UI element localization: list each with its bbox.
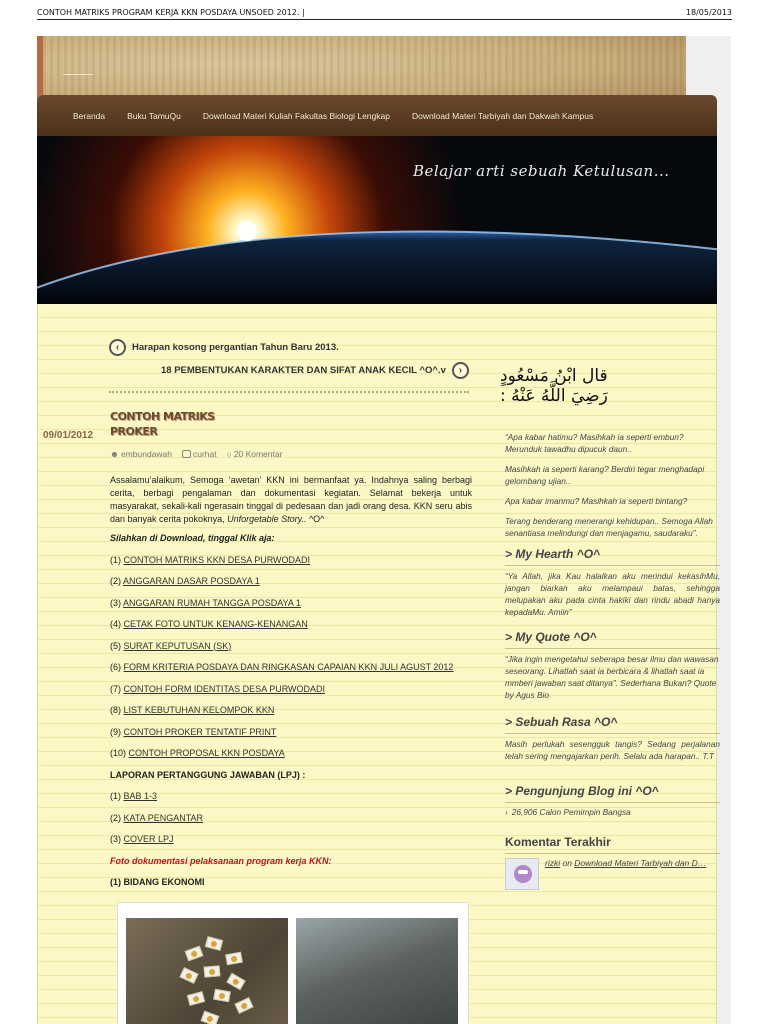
download-link[interactable]: CETAK FOTO UNTUK KENANG-KENANGAN bbox=[123, 619, 308, 629]
widget-divider bbox=[505, 853, 720, 854]
menu-item-materi-biologi[interactable]: Download Materi Kuliah Fakultas Biologi Lengkap bbox=[202, 110, 390, 121]
download-link[interactable]: FORM KRITERIA POSDAYA DAN RINGKASAN CAPAIAN KKN JULI AGUST 2012 bbox=[123, 662, 454, 672]
comment-author-link[interactable]: rizki bbox=[545, 858, 561, 868]
widget-title-rasa: > Sebuah Rasa ^O^ bbox=[505, 715, 618, 729]
sidebar-quote-4: Terang benderang menerangi kehidupan.. Semoga Allah senantiasa melindungi dan menjagamu, saudaraku”. bbox=[505, 516, 713, 538]
sidebar-quote-3: Apa kabar imanmu? Masihkah ia seperti bintang? bbox=[505, 496, 688, 506]
chevron-right-icon: › bbox=[505, 807, 508, 817]
widget-divider bbox=[505, 802, 720, 803]
chevron-left-icon: ‹ bbox=[109, 339, 126, 356]
post-intro-text: Assalamu’alaikum, Semoga ‘awetan’ KKN ini bermanfaat ya. Indahnya saling berbagi cerita, berbagi pengalaman dan dokumentasi kegiatan. Selamat bekerja untuk masyarakat, sekali-kali ngerasain tinggal di pedesaan dan jadi orang desa. KKN seru abis dan banyak cerita pokoknya, bbox=[110, 475, 472, 524]
list-item bbox=[110, 786, 472, 808]
widget-divider bbox=[505, 565, 720, 566]
list-number: (3) bbox=[110, 597, 121, 608]
download-link[interactable]: CONTOH FORM IDENTITAS DESA PURWODADI bbox=[123, 683, 326, 694]
banner-tagline: Belajar arti sebuah Ketulusan... bbox=[413, 162, 670, 180]
list-number: (2) bbox=[110, 576, 121, 586]
print-divider bbox=[37, 19, 732, 20]
comment-post-link[interactable]: Download Materi Tarbiyah dan D… bbox=[574, 858, 707, 868]
post-intro bbox=[110, 474, 472, 526]
list-item bbox=[110, 722, 472, 744]
recent-comment bbox=[505, 858, 720, 890]
post-body bbox=[110, 474, 472, 894]
download-link[interactable]: CONTOH PROKER TENTATIF PRINT bbox=[123, 726, 277, 737]
list-number: (3) bbox=[110, 834, 121, 844]
list-number: (4) bbox=[110, 619, 121, 629]
post-intro-end: ^O^ bbox=[306, 514, 325, 524]
list-number: (6) bbox=[110, 662, 121, 672]
next-post-link[interactable] bbox=[161, 362, 469, 379]
header-banner bbox=[37, 136, 717, 304]
list-item bbox=[110, 808, 472, 830]
list-item bbox=[110, 636, 472, 658]
download-link[interactable]: ANGGARAN RUMAH TANGGA POSDAYA 1 bbox=[123, 597, 301, 608]
blog-page bbox=[37, 36, 731, 1024]
bidang-heading: (1) BIDANG EKONOMI bbox=[110, 877, 205, 887]
visitor-counter bbox=[505, 807, 720, 817]
photo-heading: Foto dokumentasi pelaksanaan program kerja KKN: bbox=[110, 855, 332, 866]
post-author-name[interactable]: embundawah bbox=[120, 449, 172, 459]
list-item bbox=[110, 829, 472, 851]
widget-divider bbox=[505, 733, 720, 734]
lpj-link[interactable]: KATA PENGANTAR bbox=[123, 812, 204, 823]
sidebar bbox=[505, 431, 720, 890]
arabic-quote-heading: قال ابْنُ مَسْعُودٍ رَضِيَ اللَّهُ عَنْهُ : bbox=[500, 366, 608, 406]
post-author[interactable] bbox=[110, 449, 172, 459]
list-number: (5) bbox=[110, 640, 121, 651]
post-category-name[interactable]: curhat bbox=[193, 449, 217, 459]
post-category[interactable] bbox=[182, 449, 217, 459]
list-number: (2) bbox=[110, 812, 121, 823]
main-menu bbox=[37, 95, 717, 136]
download-link[interactable]: LIST KEBUTUHAN KELOMPOK KKN bbox=[123, 705, 275, 715]
list-number: (9) bbox=[110, 726, 121, 737]
widget-text-rasa: Masih perlukah sesengguk tangis? Sedang perjalanan telah sering mengajarkan perih. Selalu ada harapan.. T.T bbox=[505, 739, 720, 761]
folder-icon bbox=[182, 450, 191, 458]
widget-divider bbox=[505, 648, 720, 649]
lpj-link[interactable]: BAB 1-3 bbox=[123, 791, 158, 801]
list-number: (1) bbox=[110, 791, 121, 801]
list-number: (8) bbox=[110, 705, 121, 715]
comment-icon: ○ bbox=[226, 449, 232, 459]
post-date: 09/01/2012 bbox=[43, 430, 94, 441]
list-item bbox=[110, 571, 472, 593]
list-number: (1) bbox=[110, 554, 121, 565]
gallery-photo[interactable] bbox=[126, 918, 288, 1024]
list-number: (7) bbox=[110, 683, 121, 694]
list-item bbox=[110, 743, 472, 765]
download-link[interactable]: CONTOH MATRIKS KKN DESA PURWODADI bbox=[123, 554, 311, 565]
comment-on-label: on bbox=[560, 858, 575, 868]
post-title[interactable]: CONTOH MATRIKS PROKER bbox=[110, 410, 215, 438]
avatar[interactable] bbox=[505, 858, 539, 890]
download-heading: Silahkan di Download, tinggal Klik aja: bbox=[110, 533, 275, 543]
widget-title-pengunjung: > Pengunjung Blog ini ^O^ bbox=[505, 784, 659, 798]
download-link[interactable]: CONTOH PROPOSAL KKN POSDAYA bbox=[128, 748, 285, 758]
post-comments-count[interactable]: 20 Komentar bbox=[233, 449, 283, 459]
lpj-link[interactable]: COVER LPJ bbox=[123, 834, 174, 844]
menu-item-beranda[interactable]: Beranda bbox=[73, 110, 106, 121]
prev-post-link[interactable] bbox=[109, 339, 339, 356]
list-item bbox=[110, 657, 472, 679]
list-item bbox=[110, 614, 472, 636]
list-item bbox=[110, 700, 472, 722]
sidebar-quote-2: Masihkah ia seperti karang? Berdiri tegar menghadapi gelombang ujian.. bbox=[505, 464, 705, 486]
post-intro-italic: Unforgetable Story.. bbox=[227, 514, 307, 524]
widget-title-quote: > My Quote ^O^ bbox=[505, 630, 597, 644]
recent-comment-text bbox=[545, 858, 706, 890]
widget-text-quote: “Jika ingin mengetahui seberapa besar ilmu dan wawasan seseorang. Lihatlah saat ia berbicara & lihatlah saat ia mmberi jawaban saat ditanya”. Sederhana Bukan? Quote by Agus Bio bbox=[505, 654, 719, 700]
widget-title-komentar: Komentar Terakhir bbox=[505, 835, 611, 849]
lpj-heading: LAPORAN PERTANGGUNG JAWABAN (LPJ) : bbox=[110, 769, 306, 780]
list-item bbox=[110, 679, 472, 701]
sidebar-quote-1: “Apa kabar hatimu? Masihkah ia seperti embun? Merunduk tawadhu dipucuk daun.. bbox=[505, 432, 684, 454]
download-link[interactable]: SURAT KEPUTUSAN (SK) bbox=[123, 640, 232, 651]
nav-divider bbox=[109, 391, 469, 393]
user-icon: ☻ bbox=[110, 449, 119, 459]
list-item bbox=[110, 550, 472, 572]
prev-post-title[interactable]: Harapan kosong pergantian Tahun Baru 2013. bbox=[132, 342, 339, 353]
print-date: 18/05/2013 bbox=[685, 8, 732, 17]
widget-text-hearth: “Ya Allah, jika Kau halalkan aku merindui kekasihMu, jangan biarkan aku melampaui batas, sehingga melupakan aku pada cinta hakiki dan rindu abadi hanya kepadaMu. Amiin” bbox=[505, 571, 720, 617]
post-comments[interactable] bbox=[227, 449, 283, 459]
next-post-title[interactable]: 18 PEMBENTUKAN KARAKTER DAN SIFAT ANAK KECIL ^O^.v bbox=[161, 365, 446, 376]
post-meta bbox=[110, 449, 282, 459]
list-number: (10) bbox=[110, 748, 127, 758]
photo-gallery bbox=[117, 902, 469, 1024]
list-item bbox=[110, 593, 472, 615]
menu-item-buku-tamu[interactable]: Buku TamuQu bbox=[127, 110, 181, 121]
visitor-count: 26,906 Calon Pemimpin Bangsa bbox=[511, 807, 631, 817]
sidebar-quotes bbox=[505, 431, 720, 539]
download-link[interactable]: ANGGARAN DASAR POSDAYA 1 bbox=[123, 576, 260, 586]
print-title: CONTOH MATRIKS PROGRAM KERJA KKN POSDAYA UNSOED 2012. | bbox=[37, 8, 305, 17]
gallery-photo[interactable] bbox=[296, 918, 458, 1024]
menu-item-materi-tarbiyah[interactable]: Download Materi Tarbiyah dan Dakwah Kampus bbox=[411, 110, 594, 121]
widget-title-hearth: > My Hearth ^O^ bbox=[505, 547, 601, 561]
chevron-right-icon: › bbox=[452, 362, 469, 379]
